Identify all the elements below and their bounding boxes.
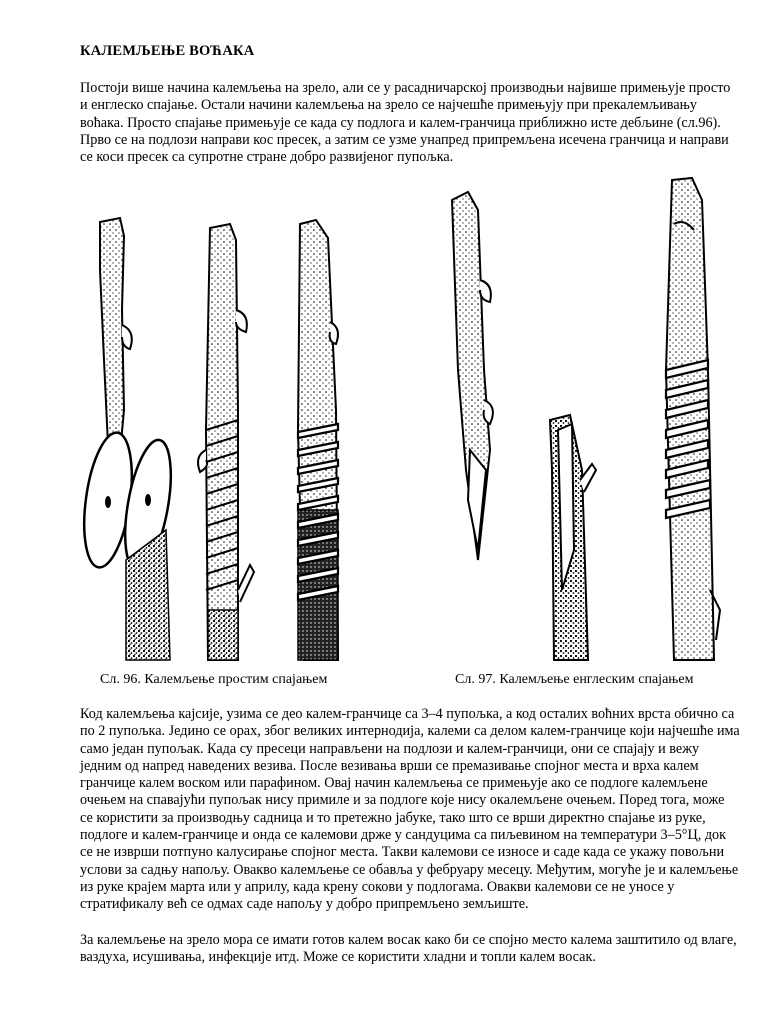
figure-97-english-splice (440, 170, 730, 670)
grafted-stem-2 (198, 224, 254, 660)
paragraph-intro: Постоји више начина калемљења на зрело, али се у расадничарској производњи највише примењује просто и енглеско спајање. Остали начини калемљења на зрело се најчешће примењују при прекалемљивању воћака. Просто спајање примењује се када су подлога и калем-гранчица приближно исте дебљине (сл.96). Прво се на подлози направи кос пресек, а затим се узме унапред припремљена исечена гранчица и направи се коси пресек са супротне стране добро развијеног пупољка. (80, 80, 731, 166)
rootstock-tongue-cut (550, 415, 596, 660)
paragraph-apricot-grafting: Код калемљења кајсије, узима се део калем-гранчице са 3–4 пупољка, а код осталих воћних врста обично са по 2 пупољка. Једино се орах, због великих интернодија, калеми са делом калем-гранчице који најчешће има само један пупољак. Када су пресеци направљени на подлози и калем-гранчици, они се спајају и вежу једним од напред наведених везива. После везивања врши се премазивање спојног места и врха калем гранчице калем воском или парафином. Овај начин калемљења се примењује ако се подлоге калемљене очењем на спавајући пупољак нису примиле и за подлоге које нису окалемљене очењем. Поред тога, може се користити за производњу садница и то претежно јабуке, тако што се врши директно спајање из руке, подлоге и калем-гранчице и онда се калемови држе у сандуцима са пиљевином на температури 3–5°Ц, док се не изврши потпуно калусирање спојног места. Такви калемови се износе и саде када се укажу повољни услови за садњу напољу. Овакво калемљење се обавља у фебруару месецу. Међутим, могуће је и калемљење из руке крајем марта или у априлу, када крену сокови у подлогама. Овакви калемови се не уносе у стратификалу већ се одмах саде напољу у добро припремљено земљиште. (80, 706, 740, 913)
paragraph-grafting-wax: За калемљење на зрело мора се имати готов калем восак како би се спојно место калема заштитило од влаге, ваздуха, исушивања, инфекције итд. Може се користити хладни и топли калем восак. (80, 932, 737, 966)
grafted-stem-wrapped (666, 178, 720, 660)
page-title: КАЛЕМЉЕЊЕ ВОЋАКА (80, 43, 255, 59)
grafting-english-splice-illustration (440, 170, 730, 670)
figure-96-simple-splice (78, 210, 378, 665)
figure-97-caption: Сл. 97. Калемљење енглеским спајањем (455, 672, 694, 687)
scion-tongue-cut (452, 192, 493, 560)
grafting-simple-splice-illustration (78, 210, 378, 665)
figure-96-caption: Сл. 96. Калемљење простим спајањем (100, 672, 328, 687)
grafted-stem-3 (298, 220, 338, 660)
